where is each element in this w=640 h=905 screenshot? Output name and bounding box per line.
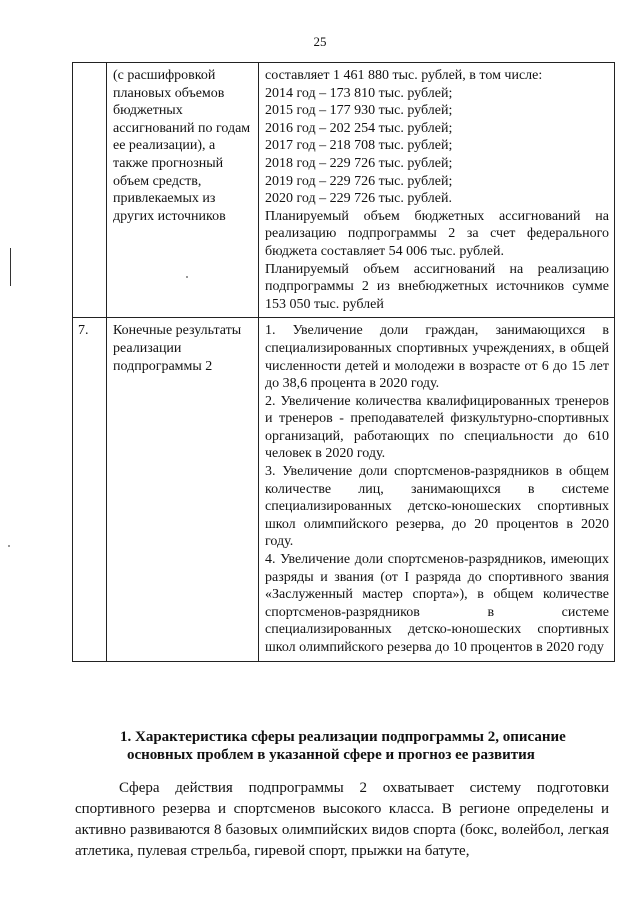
result-item-2: 2. Увеличение количества квалифицированных тренеров и тренеров - преподавателей физкультурно-спортивных организаций, работающих по специальности до 610 человек в 2020 году. (265, 393, 609, 462)
financing-year-2020: 2020 год – 229 726 тыс. рублей. (265, 191, 452, 207)
row-label-financing: (с расшифровкой плановых объемов бюджетных ассигнований по годам ее реализации), а также прогнозный объем средств, привлекаемых из других источников (107, 63, 259, 318)
financing-content (259, 63, 615, 318)
results-content (259, 318, 615, 661)
table-row-financing (73, 63, 615, 318)
row-number-cell: 7. (73, 318, 107, 661)
result-item-4: 4. Увеличение доли спортсменов-разрядников, имеющих разряды и звания (от I разряда до спортивного звания «Заслуженный мастер спорта»), в общем количестве спортсменов-разрядников в системе специализированных детско-юношеских спортивных школ олимпийского резерва до 10 процентов в 2020 году (265, 552, 609, 655)
section-heading-line-2: основных проблем в указанной сфере и прогноз ее развития (127, 747, 535, 763)
financing-year-2017: 2017 год – 218 708 тыс. рублей; (265, 138, 453, 154)
result-item-3: 3. Увеличение доли спортсменов-разрядников в общем количестве лиц, занимающихся в системе специализированных детско-юношеских спортивных школ олимпийского резерва, до 20 процентов в 2020 году. (265, 464, 609, 550)
section-heading-line-1: 1. Характеристика сферы реализации подпрограммы 2, описание (120, 729, 566, 745)
row-label-results: Конечные результаты реализации подпрограммы 2 (107, 318, 259, 661)
financing-total: составляет 1 461 880 тыс. рублей, в том числе: (265, 68, 543, 83)
section-heading (110, 728, 570, 764)
financing-year-2016: 2016 год – 202 254 тыс. рублей; (265, 120, 453, 136)
financing-extrabudget: Планируемый объем ассигнований на реализацию подпрограммы 2 из внебюджетных источников сумме 153 050 тыс. рублей (265, 261, 609, 312)
scan-dot (8, 545, 10, 547)
financing-federal: Планируемый объем бюджетных ассигнований на реализацию подпрограммы 2 за счет федерального бюджета составляет 54 006 тыс. рублей. (265, 208, 609, 259)
result-item-1: 1. Увеличение доли граждан, занимающихся в специализированных спортивных учреждениях, в общей численности детей и молодежи в возрасте от 6 до 15 лет до 38,6 процента в 2020 году. (265, 323, 609, 392)
section-paragraph: Сфера действия подпрограммы 2 охватывает систему подготовки спортивного резерва и спортсменов высокого класса. В регионе определены и активно развиваются 8 базовых олимпийских видов спорта (бокс, волейбол, легкая атлетика, пулевая стрельба, гиревой спорт, прыжки на батуте, (75, 780, 609, 859)
subprogram-passport-table (72, 62, 615, 662)
margin-scan-mark (10, 248, 11, 286)
financing-year-2014: 2014 год – 173 810 тыс. рублей; (265, 85, 453, 101)
table-row-results (73, 318, 615, 661)
financing-year-2018: 2018 год – 229 726 тыс. рублей; (265, 155, 453, 171)
financing-year-2015: 2015 год – 177 930 тыс. рублей; (265, 103, 453, 119)
page-number: 25 (313, 34, 327, 49)
row-number-cell (73, 63, 107, 318)
financing-year-2019: 2019 год – 229 726 тыс. рублей; (265, 173, 453, 189)
